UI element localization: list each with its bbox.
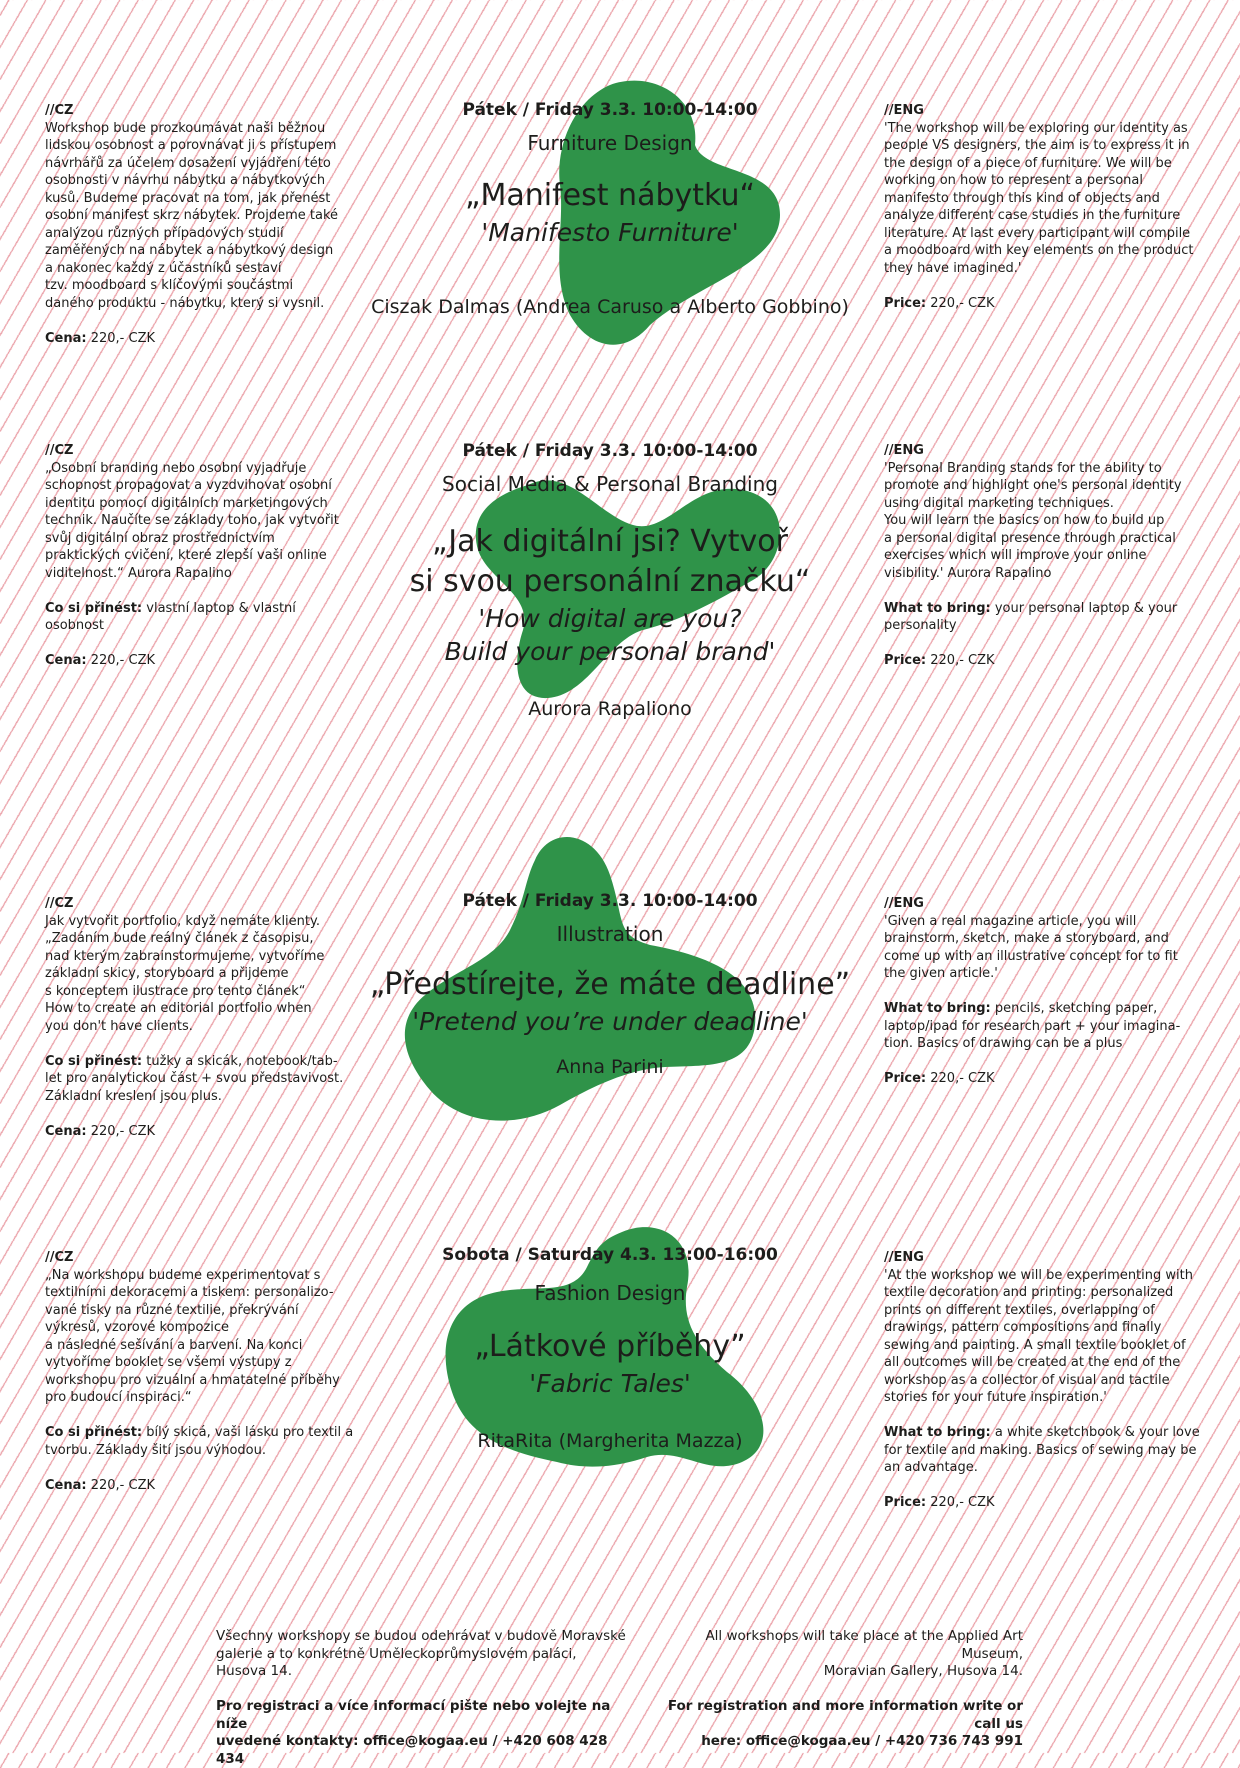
ws2-subtitle-line1: 'How digital are you?	[478, 604, 742, 633]
ws2-title-line2: si svou personální značku“	[409, 564, 811, 599]
ws2-cz-lang: //CZ	[45, 443, 74, 458]
footer-cz-contact: Pro registraci a více informací pište nebo volejte na níže	[216, 1698, 611, 1732]
ws3-cz-column	[45, 895, 355, 1140]
ws2-en-price: Price: 220,- CZK	[884, 653, 995, 668]
ws2-subtitle-line2: Build your personal brand'	[444, 637, 776, 666]
footer-cz	[216, 1628, 636, 1768]
footer-en-contact: here: office@kogaa.eu / +420 736 743 991	[701, 1733, 1023, 1749]
ws2-en-lang: //ENG	[884, 443, 924, 458]
ws4-title: „Látkové příběhy”	[474, 1329, 746, 1364]
ws2-center	[340, 441, 880, 720]
footer-en-line: All workshops will take place at the Applied Art Museum,	[705, 1628, 1023, 1662]
ws3-cz-lang: //CZ	[45, 896, 74, 911]
ws1-author: Ciszak Dalmas (Andrea Caruso a Alberto Gobbino)	[371, 296, 849, 318]
ws2-when: Pátek / Friday 3.3. 10:00-14:00	[462, 441, 758, 461]
ws4-center	[340, 1245, 880, 1452]
ws3-cz-text: Jak vytvořit portfolio, když nemáte klienty. „Zadáním bude reálný článek z časopisu, nad kterým zabrainstormujeme, vytvoříme základní skicy, storyboard a přijdeme s konceptem ilustrace pro tento článek“ How to create an editorial portfolio when you don't have clients.	[45, 913, 325, 1034]
ws1-subtitle: 'Manifesto Furniture'	[481, 218, 739, 247]
ws3-cz-price: Cena: 220,- CZK	[45, 1123, 156, 1139]
footer-en	[640, 1628, 1023, 1751]
ws1-en-price: Price: 220,- CZK	[884, 295, 995, 311]
ws2-en-bring: What to bring: your personal laptop & your personality	[884, 600, 1178, 633]
footer-en-line: Moravian Gallery, Husova 14.	[823, 1663, 1023, 1679]
ws1-en-column	[884, 102, 1204, 312]
ws1-center	[340, 100, 880, 318]
footer-cz-line: Všechny workshopy se budou odehrávat v budově Moravské	[216, 1628, 626, 1644]
ws4-en-price: Price: 220,- CZK	[884, 1495, 995, 1510]
ws4-cz-column	[45, 1249, 355, 1494]
ws3-when: Pátek / Friday 3.3. 10:00-14:00	[462, 891, 758, 911]
ws3-en-lang: //ENG	[884, 896, 924, 911]
ws2-cz-text: „Osobní branding nebo osobní vyjadřuje schopnost propagovat a vyzdvihovat osobní identitu pomocí digitálních marketingových technik. Naučíte se základy toho, jak vytvořit svůj digitální obraz prostřednictvím praktických cvičení, které zlepší vaši online viditelnost.“ Aurora Rapalino	[45, 460, 339, 581]
ws4-cz-text: „Na workshopu budeme experimentovat s textilními dekoracemi a tiskem: personalizo- vané tisky na různé textilie, překrývání výkresů, vzorové kompozice a následné sešívání a barvení. Na konci vytvoříme booklet se všemi výstupy z workshopu pro vizuální a hmatatelné příběhy pro budoucí inspiraci.“	[45, 1267, 340, 1405]
footer-cz-line: Husova 14.	[216, 1663, 293, 1679]
ws2-author: Aurora Rapaliono	[528, 698, 692, 720]
ws2-cz-bring: Co si přinést: vlastní laptop & vlastní osobnost	[45, 600, 296, 633]
footer-cz-line: galerie a to konkrétně Uměleckoprůmyslovém paláci,	[216, 1645, 577, 1662]
ws2-en-text: 'Personal Branding stands for the ability to promote and highlight one's personal identity using digital marketing techniques. You will learn the basics on how to build up a personal digital presence through practical exercises which will improve your online visibility.' Aurora Rapalino	[884, 460, 1182, 581]
footer-cz-contact: uvedené kontakty: office@kogaa.eu / +420 608 428 434	[216, 1733, 608, 1767]
ws3-subtitle: 'Pretend you’re under deadline'	[412, 1007, 808, 1036]
ws1-when: Pátek / Friday 3.3. 10:00-14:00	[462, 100, 758, 120]
ws1-cz-text: Workshop bude prozkoumávat naši běžnou lidskou osobnost a porovnávat ji s přístupem návrhářů za účelem dosažení vyjádření této osobnosti v návrhu nábytku a nábytkových kusů. Budeme pracovat na tom, jak přenést osobní manifest skrz nábytek. Projdeme také analýzou různých případových studií zaměřených na nábytek a nábytkový design a nakonec každý z účastníků sestaví tzv. moodboard s klíčovými součástmi daného produktu - nábytku, který si vysnil.	[45, 120, 339, 311]
ws4-en-lang: //ENG	[884, 1250, 924, 1265]
footer-en-contact: For registration and more information write or call us	[667, 1698, 1023, 1732]
ws1-cz-price: Cena: 220,- CZK	[45, 330, 156, 346]
ws1-category: Furniture Design	[527, 131, 693, 155]
ws2-en-column	[884, 442, 1204, 670]
ws1-en-text: 'The workshop will be exploring our identity as people VS designers, the aim is to express it in the design of a piece of furniture. We will be working on how to represent a personal manifesto through this kind of objects and analyze different case studies in the furniture literature. At last every participant will compile a moodboard with key elements on the product they have imagined.'	[884, 120, 1194, 276]
ws1-en-lang: //ENG	[884, 103, 924, 118]
ws2-cz-price: Cena: 220,- CZK	[45, 653, 156, 668]
ws3-en-bring: What to bring: pencils, sketching paper, laptop/ipad for research part + your imagina- tion. Basics of drawing can be a plus	[884, 1001, 1181, 1051]
ws2-category: Social Media & Personal Branding	[442, 472, 778, 496]
ws4-category: Fashion Design	[534, 1281, 686, 1305]
ws1-cz-column	[45, 102, 345, 347]
ws4-en-bring: What to bring: a white sketchbook & your love for textile and making. Basics of sewing may be an advantage.	[884, 1425, 1200, 1475]
ws3-author: Anna Parini	[556, 1056, 664, 1078]
ws3-en-column	[884, 895, 1204, 1088]
ws3-en-text: 'Given a real magazine article, you will brainstorm, sketch, make a storyboard, and come up with an illustrative concept for to fit the given article.'	[884, 913, 1178, 981]
ws4-en-text: 'At the workshop we will be experimenting with textile decoration and printing: personalized prints on different textiles, overlapping of drawings, pattern compositions and finally sewing and painting. A small textile booklet of all outcomes will be created at the end of the workshop as a collector of visual and tactile stories for your future inspiration.'	[884, 1267, 1193, 1405]
ws2-cz-column	[45, 442, 345, 670]
ws3-center	[340, 891, 880, 1078]
ws1-cz-lang: //CZ	[45, 103, 74, 118]
ws4-when: Sobota / Saturday 4.3. 13:00-16:00	[442, 1245, 778, 1265]
ws2-title-line1: „Jak digitální jsi? Vytvoř	[432, 524, 788, 559]
ws3-cz-bring: Co si přinést: tužky a skicák, notebook/tab- let pro analytickou část + svou představivost. Základní kreslení jsou plus.	[45, 1053, 344, 1104]
ws4-subtitle: 'Fabric Tales'	[529, 1369, 691, 1398]
ws4-cz-lang: //CZ	[45, 1250, 74, 1265]
ws4-author: RitaRita (Margherita Mazza)	[477, 1430, 743, 1452]
ws3-category: Illustration	[556, 922, 664, 946]
ws1-title: „Manifest nábytku“	[464, 178, 756, 213]
ws4-cz-price: Cena: 220,- CZK	[45, 1477, 156, 1493]
ws4-cz-bring: Co si přinést: bílý skicá, vaši lásku pro textil a tvorbu. Základy šití jsou výhodou.	[45, 1425, 354, 1458]
ws4-en-column	[884, 1249, 1204, 1512]
ws3-title: „Předstírejte, že máte deadline”	[369, 967, 851, 1002]
ws3-en-price: Price: 220,- CZK	[884, 1071, 995, 1086]
